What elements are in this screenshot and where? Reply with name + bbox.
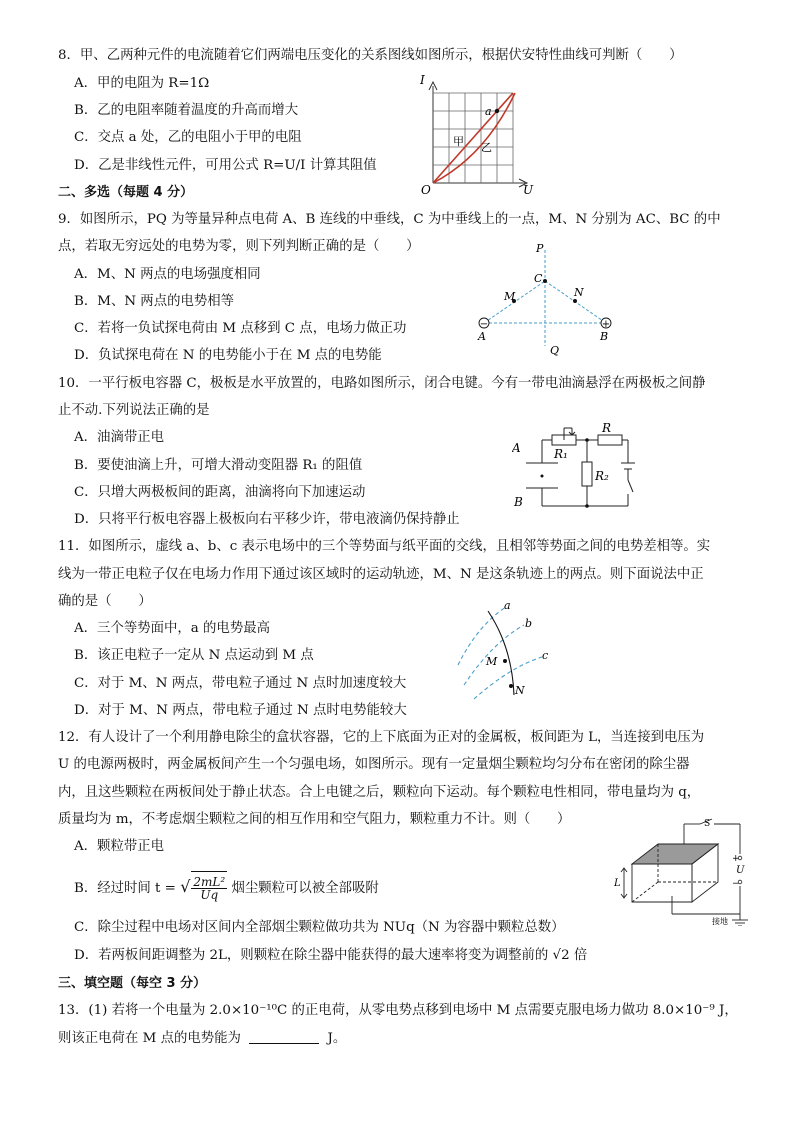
q10-stem-line1: 10．一平行板电容器 C，极板是水平放置的，电路如图所示，闭合电键。今有一带电油滴悬浮在两极板之间静	[58, 376, 706, 391]
q12-formula-num: 2mL²	[193, 875, 226, 889]
q12-option-b-suffix: 烟尘颗粒可以被全部吸附	[231, 881, 379, 896]
q13-answer-blank[interactable]	[249, 1029, 319, 1044]
q8-option-b: B．乙的电阻率随着温度的升高而增大	[74, 103, 299, 118]
charge-b-sign: +	[601, 319, 611, 330]
q8-axis-u: U	[523, 183, 534, 197]
q11-option-c: C．对于 M、N 两点，带电粒子通过 N 点时加速度较大	[74, 676, 407, 691]
q12-label-u: U	[736, 865, 745, 876]
q9-label-a: A	[478, 330, 486, 343]
q12-option-b: B．经过时间 t = √ $\frac{\text{2mL²}}{Uq}$ 烟尘颗粒可以被全部吸附	[74, 870, 379, 906]
q11-option-b: B．该正电粒子一定从 N 点运动到 M 点	[74, 648, 314, 663]
q11-stem-line3: 确的是（ ）	[58, 594, 152, 609]
q10-plate-b: B	[514, 495, 523, 509]
q10-stem-line2: 止不动.下列说法正确的是	[58, 403, 210, 418]
q9-label-n: N	[574, 286, 584, 299]
section-2-title: 二、多选（每题 4 分）	[58, 185, 194, 200]
q8-label-a: a	[485, 105, 492, 118]
q9-option-b: B．M、N 两点的电势相等	[74, 294, 235, 309]
q12-label-ground: 接地	[712, 917, 728, 926]
q11-label-m: M	[486, 655, 498, 668]
equipotential-a	[458, 607, 506, 665]
q9-label-q: Q	[550, 344, 560, 357]
q8-option-c: C．交点 a 处，乙的电阻小于甲的电阻	[74, 130, 302, 145]
section-3-title: 三、填空题（每空 3 分）	[58, 976, 207, 991]
q10-label-r2: R₂	[595, 469, 609, 483]
q9-label-p: P	[536, 242, 544, 255]
q12-label-switch: S	[704, 819, 711, 829]
q8-option-a: A．甲的电阻为 R=1Ω	[74, 76, 210, 91]
q8-label-yi: 乙	[481, 141, 492, 154]
q10-option-d: D．只将平行板电容器上极板向右平移少许，带电液滴仍保持静止	[74, 512, 460, 527]
q8-stem: 8．甲、乙两种元件的电流随着它们两端电压变化的关系图线如图所示，根据伏安特性曲线可判断（ ）	[58, 48, 683, 63]
q8-option-d: D．乙是非线性元件，可用公式 R=U/I 计算其阻值	[74, 158, 377, 173]
q11-stem-line2: 线为一带正电粒子仅在电场力作用下通过该区域时的运动轨迹，M、N 是这条轨迹上的两点。则下面说法中正	[58, 567, 704, 582]
q10-plate-a: A	[512, 441, 521, 455]
q12-stem-line3: 内，且这些颗粒在两板间处于静止状态。合上电键之后，颗粒向下运动。每个颗粒电性相同，带电量均为 q，	[58, 785, 701, 800]
q9-option-a: A．M、N 两点的电场强度相同	[74, 267, 261, 282]
q12-label-plus: +	[732, 854, 740, 864]
q13-line2-prefix: 则该正电荷在 M 点的电势能为	[58, 1031, 241, 1046]
q13-line2	[58, 1029, 346, 1048]
q8-point-a	[495, 109, 499, 113]
q12-label-l: L	[614, 878, 621, 889]
q11-label-n: N	[515, 684, 525, 697]
q13-line2-suffix: J。	[327, 1031, 347, 1046]
q11-label-c: c	[542, 649, 549, 662]
q9-option-c: C．若将一负试探电荷由 M 点移到 C 点，电场力做正功	[74, 321, 407, 336]
q11-label-b: b	[525, 617, 533, 630]
q11-equipotential-diagram	[448, 595, 578, 705]
q12-formula	[191, 876, 227, 901]
equipotential-c	[474, 657, 542, 699]
q10-option-c: C．只增大两极板间的距离，油滴将向下加速运动	[74, 485, 366, 500]
q12-option-d: D．若两板间距调整为 2L，则颗粒在除尘器中能获得的最大速率将变为调整前的 √2 倍	[74, 948, 588, 963]
q11-option-a: A．三个等势面中，a 的电势最高	[74, 621, 270, 636]
q12-label-minus: −	[732, 879, 740, 889]
q12-stem-line1: 12．有人设计了一个利用静电除尘的盒状容器，它的上下底面为正对的金属板，板间距为 L，当连接到电压为	[58, 730, 705, 745]
q9-option-d: D．负试探电荷在 N 的电势能小于在 M 点的电势能	[74, 348, 382, 363]
q10-option-b: B．要使油滴上升，可增大滑动变阻器 R₁ 的阻值	[74, 458, 363, 473]
q11-stem-line1: 11．如图所示，虚线 a、b、c 表示电场中的三个等势面与纸平面的交线，且相邻等势面之间的电势差相等。实	[58, 539, 711, 554]
q9-stem-line1: 9．如图所示，PQ 为等量异种点电荷 A、B 连线的中垂线，C 为中垂线上的一点，M、N 分别为 AC、BC 的中	[58, 212, 721, 227]
q12-option-b-prefix: B．经过时间 t =	[74, 881, 176, 896]
q10-label-r: R	[602, 421, 612, 435]
q9-charge-diagram	[470, 238, 620, 360]
q10-option-a: A．油滴带正电	[74, 430, 165, 445]
q8-line-jia	[433, 93, 513, 183]
q12-stem-line2: U 的电源两极时，两金属板间产生一个匀强电场，如图所示。现有一定量烟尘颗粒均匀分布在密闭的除尘器	[58, 757, 690, 772]
q9-label-b: B	[600, 330, 609, 343]
charge-a-sign: −	[479, 319, 489, 330]
q9-label-m: M	[504, 290, 516, 303]
q8-label-jia: 甲	[453, 135, 464, 148]
q11-label-a: a	[504, 599, 511, 612]
q13-line1: 13．(1) 若将一个电量为 2.0×10⁻¹⁰C 的正电荷，从零电势点移到电场中 M 点需要克服电场力做功 8.0×10⁻⁹ J，	[58, 1003, 738, 1018]
q10-label-r1: R₁	[554, 447, 568, 461]
q12-stem-line4: 质量均为 m，不考虑烟尘颗粒之间的相互作用和空气阻力，颗粒重力不计。则（ ）	[58, 812, 571, 827]
q12-formula-den: Uq	[200, 888, 219, 902]
q12-dust-collector-diagram	[612, 816, 752, 926]
q8-axis-i: I	[420, 73, 425, 87]
q8-origin: O	[421, 183, 431, 197]
q12-option-a: A．颗粒带正电	[74, 839, 165, 854]
particle-trajectory	[488, 611, 514, 695]
q9-stem-line2: 点，若取无穷远处的电势为零，则下列判断正确的是（ ）	[58, 239, 420, 254]
q12-option-c: C．除尘过程中电场对区间内全部烟尘颗粒做功共为 NUq（N 为容器中颗粒总数）	[74, 920, 565, 935]
q9-label-c: C	[534, 272, 543, 285]
q10-circuit	[512, 418, 642, 514]
q11-option-d: D．对于 M、N 两点，带电粒子通过 N 点时电势能较大	[74, 703, 407, 718]
q8-iv-graph	[415, 68, 545, 198]
